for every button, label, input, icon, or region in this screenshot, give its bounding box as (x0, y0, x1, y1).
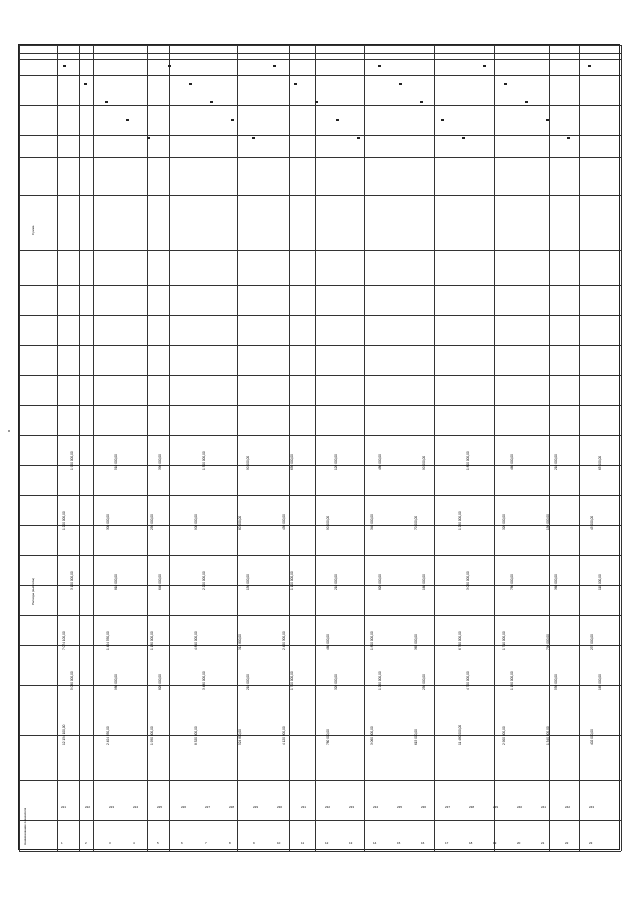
value-cell: 2 900 000,00 (502, 726, 506, 745)
header-label: Сумма (31, 225, 35, 235)
row-number: 22 (565, 841, 569, 845)
value-cell: 365 000,00 (414, 634, 418, 650)
value-cell: 70 000,00 (414, 515, 418, 530)
row-code: 230 (277, 805, 283, 809)
row-line (19, 685, 621, 686)
value-cell: 2 200 000,00 (202, 571, 206, 590)
scan-mark (168, 65, 171, 67)
row-line (19, 315, 621, 316)
column-line (315, 45, 316, 851)
row-code: 232 (325, 805, 331, 809)
scan-mark (357, 137, 360, 139)
row-code: 229 (253, 805, 259, 809)
scan-mark (525, 101, 528, 103)
row-number: 4 (133, 841, 135, 845)
value-cell: 45 000,00 (590, 515, 594, 530)
value-cell: 60 000,00 (238, 515, 242, 530)
row-number: 23 (589, 841, 593, 845)
value-cell: 210 000,00 (246, 674, 250, 690)
scan-mark (504, 83, 507, 85)
scan-mark (273, 65, 276, 67)
row-code: 225 (157, 805, 163, 809)
value-cell: 1 130 000,00 (150, 631, 154, 650)
scan-mark (462, 137, 465, 139)
value-cell: 5 080 000,00 (70, 671, 74, 690)
column-line (169, 45, 170, 851)
value-cell: 90 000,00 (246, 455, 250, 470)
row-line (19, 250, 621, 251)
value-cell: 780 000,00 (510, 574, 514, 590)
value-cell: 150 000,00 (246, 574, 250, 590)
value-cell: 810 000,00 (114, 574, 118, 590)
row-line (19, 75, 621, 76)
scan-mark (294, 83, 297, 85)
column-line (621, 45, 622, 851)
value-cell: 300 000,00 (106, 514, 110, 530)
scan-mark (210, 101, 213, 103)
scan-mark (63, 65, 66, 67)
value-cell: 900 000,00 (194, 514, 198, 530)
scan-mark (483, 65, 486, 67)
row-line (19, 465, 621, 466)
value-cell: 1 260 000,00 (378, 671, 382, 690)
row-code: 237 (445, 805, 451, 809)
row-line (19, 495, 621, 496)
row-number: 6 (181, 841, 183, 845)
scan-speck (8, 430, 10, 432)
scan-mark (588, 65, 591, 67)
scan-mark (420, 101, 423, 103)
value-cell: 120 000,00 (334, 454, 338, 470)
row-number: 1 (61, 841, 63, 845)
row-code: 236 (421, 805, 427, 809)
value-cell: 460 000,00 (510, 454, 514, 470)
value-cell: 1 200 000,00 (62, 511, 66, 530)
row-number: 20 (517, 841, 521, 845)
row-line (19, 405, 621, 406)
value-cell: 2 420 300,00 (282, 631, 286, 650)
scan-mark (378, 65, 381, 67)
row-number: 12 (325, 841, 329, 845)
value-cell: 1 300 000,00 (202, 451, 206, 470)
value-cell: 160 000,00 (422, 574, 426, 590)
value-cell: 4 120 300,00 (282, 726, 286, 745)
row-code: 242 (565, 805, 571, 809)
value-cell: 320 000,00 (502, 514, 506, 530)
column-line (79, 45, 80, 851)
value-cell: 7 074 100,00 (62, 631, 66, 650)
value-cell: 820 000,00 (158, 674, 162, 690)
row-line (19, 157, 621, 158)
scan-mark (546, 119, 549, 121)
value-cell: 237 000,00 (590, 634, 594, 650)
value-cell: 402 000,00 (590, 729, 594, 745)
value-cell: 615 000,00 (414, 729, 418, 745)
scan-mark (189, 83, 192, 85)
scan-mark (441, 119, 444, 121)
row-line (19, 135, 621, 136)
column-line (289, 45, 290, 851)
row-code: 224 (133, 805, 139, 809)
value-cell: 6 760 000,00 (458, 631, 462, 650)
value-cell: 210 000,00 (554, 454, 558, 470)
row-number: 21 (541, 841, 545, 845)
row-number: 17 (445, 841, 449, 845)
value-cell: 1 340 000,00 (546, 726, 550, 745)
value-cell: 3 480 000,00 (202, 671, 206, 690)
column-line (147, 45, 148, 851)
row-line (19, 780, 621, 781)
value-cell: 314 800,00 (238, 634, 242, 650)
column-line (364, 45, 365, 851)
row-code: 241 (541, 805, 547, 809)
value-cell: 210 000,00 (334, 574, 338, 590)
value-cell: 460 000,00 (326, 634, 330, 650)
value-cell: 4 720 000,00 (466, 671, 470, 690)
row-line (19, 555, 621, 556)
value-cell: 820 000,00 (378, 574, 382, 590)
value-cell: 1 920 000,00 (70, 451, 74, 470)
row-code: 221 (61, 805, 67, 809)
row-code: 240 (517, 805, 523, 809)
value-cell: 90 000,00 (326, 515, 330, 530)
header-label: Наименование показателя (23, 807, 27, 845)
row-number: 10 (277, 841, 281, 845)
row-line (19, 820, 621, 821)
row-number: 5 (157, 841, 159, 845)
scan-mark (84, 83, 87, 85)
value-cell: 3 120 000,00 (70, 571, 74, 590)
value-cell: 4 840 000,00 (194, 631, 198, 650)
row-number: 8 (229, 841, 231, 845)
value-cell: 360 000,00 (554, 574, 558, 590)
scan-mark (315, 101, 318, 103)
row-code: 227 (205, 805, 211, 809)
value-cell: 1 700 000,00 (290, 671, 294, 690)
value-cell: 390 000,00 (158, 454, 162, 470)
column-line (93, 45, 94, 851)
row-code: 228 (229, 805, 235, 809)
value-cell: 3 060 000,00 (370, 726, 374, 745)
row-code: 231 (301, 805, 307, 809)
scan-mark (126, 119, 129, 121)
value-cell: 780 000,00 (326, 729, 330, 745)
scan-mark (399, 83, 402, 85)
row-number: 3 (109, 841, 111, 845)
row-line (19, 195, 621, 196)
value-cell: 650 000,00 (290, 454, 294, 470)
value-cell: 12 154 100,00 (62, 724, 66, 745)
value-cell: 90 000,00 (422, 455, 426, 470)
value-cell: 790 000,00 (546, 634, 550, 650)
scan-mark (231, 119, 234, 121)
value-cell: 510 000,00 (114, 454, 118, 470)
value-cell: 165 000,00 (598, 674, 602, 690)
row-line (19, 615, 621, 616)
row-number: 9 (253, 841, 255, 845)
column-line (434, 45, 435, 851)
row-code: 238 (469, 805, 475, 809)
value-cell: 524 800,00 (238, 729, 242, 745)
value-cell: 640 000,00 (158, 574, 162, 590)
row-line (19, 53, 621, 54)
scan-mark (147, 137, 150, 139)
value-cell: 250 000,00 (150, 514, 154, 530)
value-cell: 1 250 000,00 (458, 511, 462, 530)
document-sheet (18, 44, 620, 850)
row-number: 19 (493, 841, 497, 845)
value-cell: 1 800 000,00 (466, 451, 470, 470)
row-code: 239 (493, 805, 499, 809)
value-cell: 250 000,00 (422, 674, 426, 690)
value-cell: 3 050 000,00 (466, 571, 470, 590)
row-code: 222 (85, 805, 91, 809)
value-cell: 8 320 000,00 (194, 726, 198, 745)
row-line (19, 285, 621, 286)
row-number: 13 (349, 841, 353, 845)
value-cell: 320 000,00 (334, 674, 338, 690)
value-cell: 1 800 000,00 (370, 631, 374, 650)
row-line (19, 105, 621, 106)
row-line (19, 585, 621, 586)
row-code: 243 (589, 805, 595, 809)
value-cell: 65 000,00 (598, 455, 602, 470)
value-cell: 980 000,00 (114, 674, 118, 690)
scan-mark (567, 137, 570, 139)
column-line (579, 45, 580, 851)
row-line (19, 435, 621, 436)
value-cell: 2 404 550,00 (106, 726, 110, 745)
row-code: 234 (373, 805, 379, 809)
value-cell: 150 000,00 (546, 514, 550, 530)
value-cell: 450 000,00 (282, 514, 286, 530)
row-code: 233 (349, 805, 355, 809)
value-cell: 1 190 000,00 (510, 671, 514, 690)
row-code: 223 (109, 805, 115, 809)
value-cell: 1 424 550,00 (106, 631, 110, 650)
column-line (57, 45, 58, 851)
value-cell: 1 710 000,00 (502, 631, 506, 650)
row-number: 15 (397, 841, 401, 845)
row-number: 14 (373, 841, 377, 845)
row-number: 7 (205, 841, 207, 845)
column-line (494, 45, 495, 851)
row-line (19, 375, 621, 376)
value-cell: 550 000,00 (554, 674, 558, 690)
scan-mark (252, 137, 255, 139)
header-label: Расходы (выплаты) (31, 577, 35, 605)
value-cell: 1 950 000,00 (150, 726, 154, 745)
row-line (19, 851, 621, 852)
scan-mark (105, 101, 108, 103)
row-code: 226 (181, 805, 187, 809)
scan-mark (336, 119, 339, 121)
row-number: 2 (85, 841, 87, 845)
row-number: 11 (301, 841, 305, 845)
value-cell: 110 000,00 (598, 574, 602, 590)
value-cell: 1 100 000,00 (290, 571, 294, 590)
row-line (19, 45, 621, 46)
row-line (19, 59, 621, 60)
value-cell: 340 000,00 (370, 514, 374, 530)
value-cell: 11 480 000,00 (458, 724, 462, 745)
row-line (19, 345, 621, 346)
row-number: 16 (421, 841, 425, 845)
row-code: 235 (397, 805, 403, 809)
column-line (19, 45, 20, 851)
row-number: 18 (469, 841, 473, 845)
value-cell: 480 000,00 (378, 454, 382, 470)
